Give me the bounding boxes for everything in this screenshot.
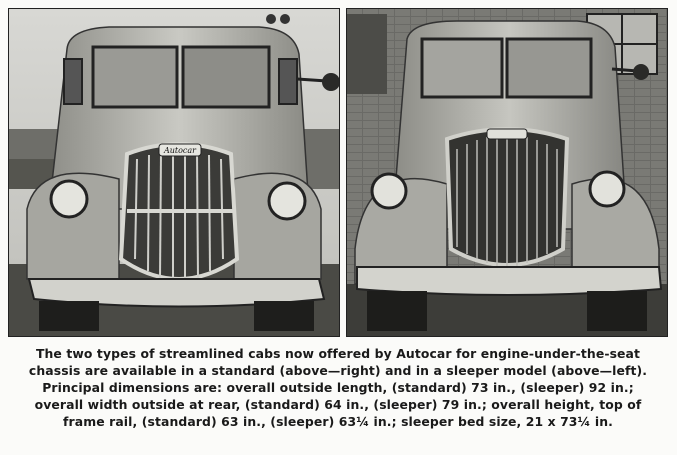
standard-truck-photo	[347, 9, 667, 336]
caption-line-3: Principal dimensions are: overall outside length, (standard) 73 in., (sleeper) 92 in.;	[42, 380, 634, 395]
caption-line-4: overall width outside at rear, (standard) 64 in., (sleeper) 79 in.; overall height, top of	[34, 397, 642, 412]
photo-standard-cab	[346, 8, 668, 337]
photo-sleeper-cab	[8, 8, 340, 337]
caption-line-5: frame rail, (standard) 63 in., (sleeper) 63¼ in.; sleeper bed size, 21 x 73¼ in.	[63, 414, 613, 429]
caption-line-2: chassis are available in a standard (above—right) and in a sleeper model (above—left).	[28, 363, 648, 378]
autocar-badge-left: Autocar	[163, 146, 197, 155]
caption-line-1: The two types of streamlined cabs now offered by Autocar for engine-under-the-seat	[35, 346, 641, 361]
photo-caption	[8, 345, 668, 430]
sleeper-truck-photo	[9, 9, 339, 336]
